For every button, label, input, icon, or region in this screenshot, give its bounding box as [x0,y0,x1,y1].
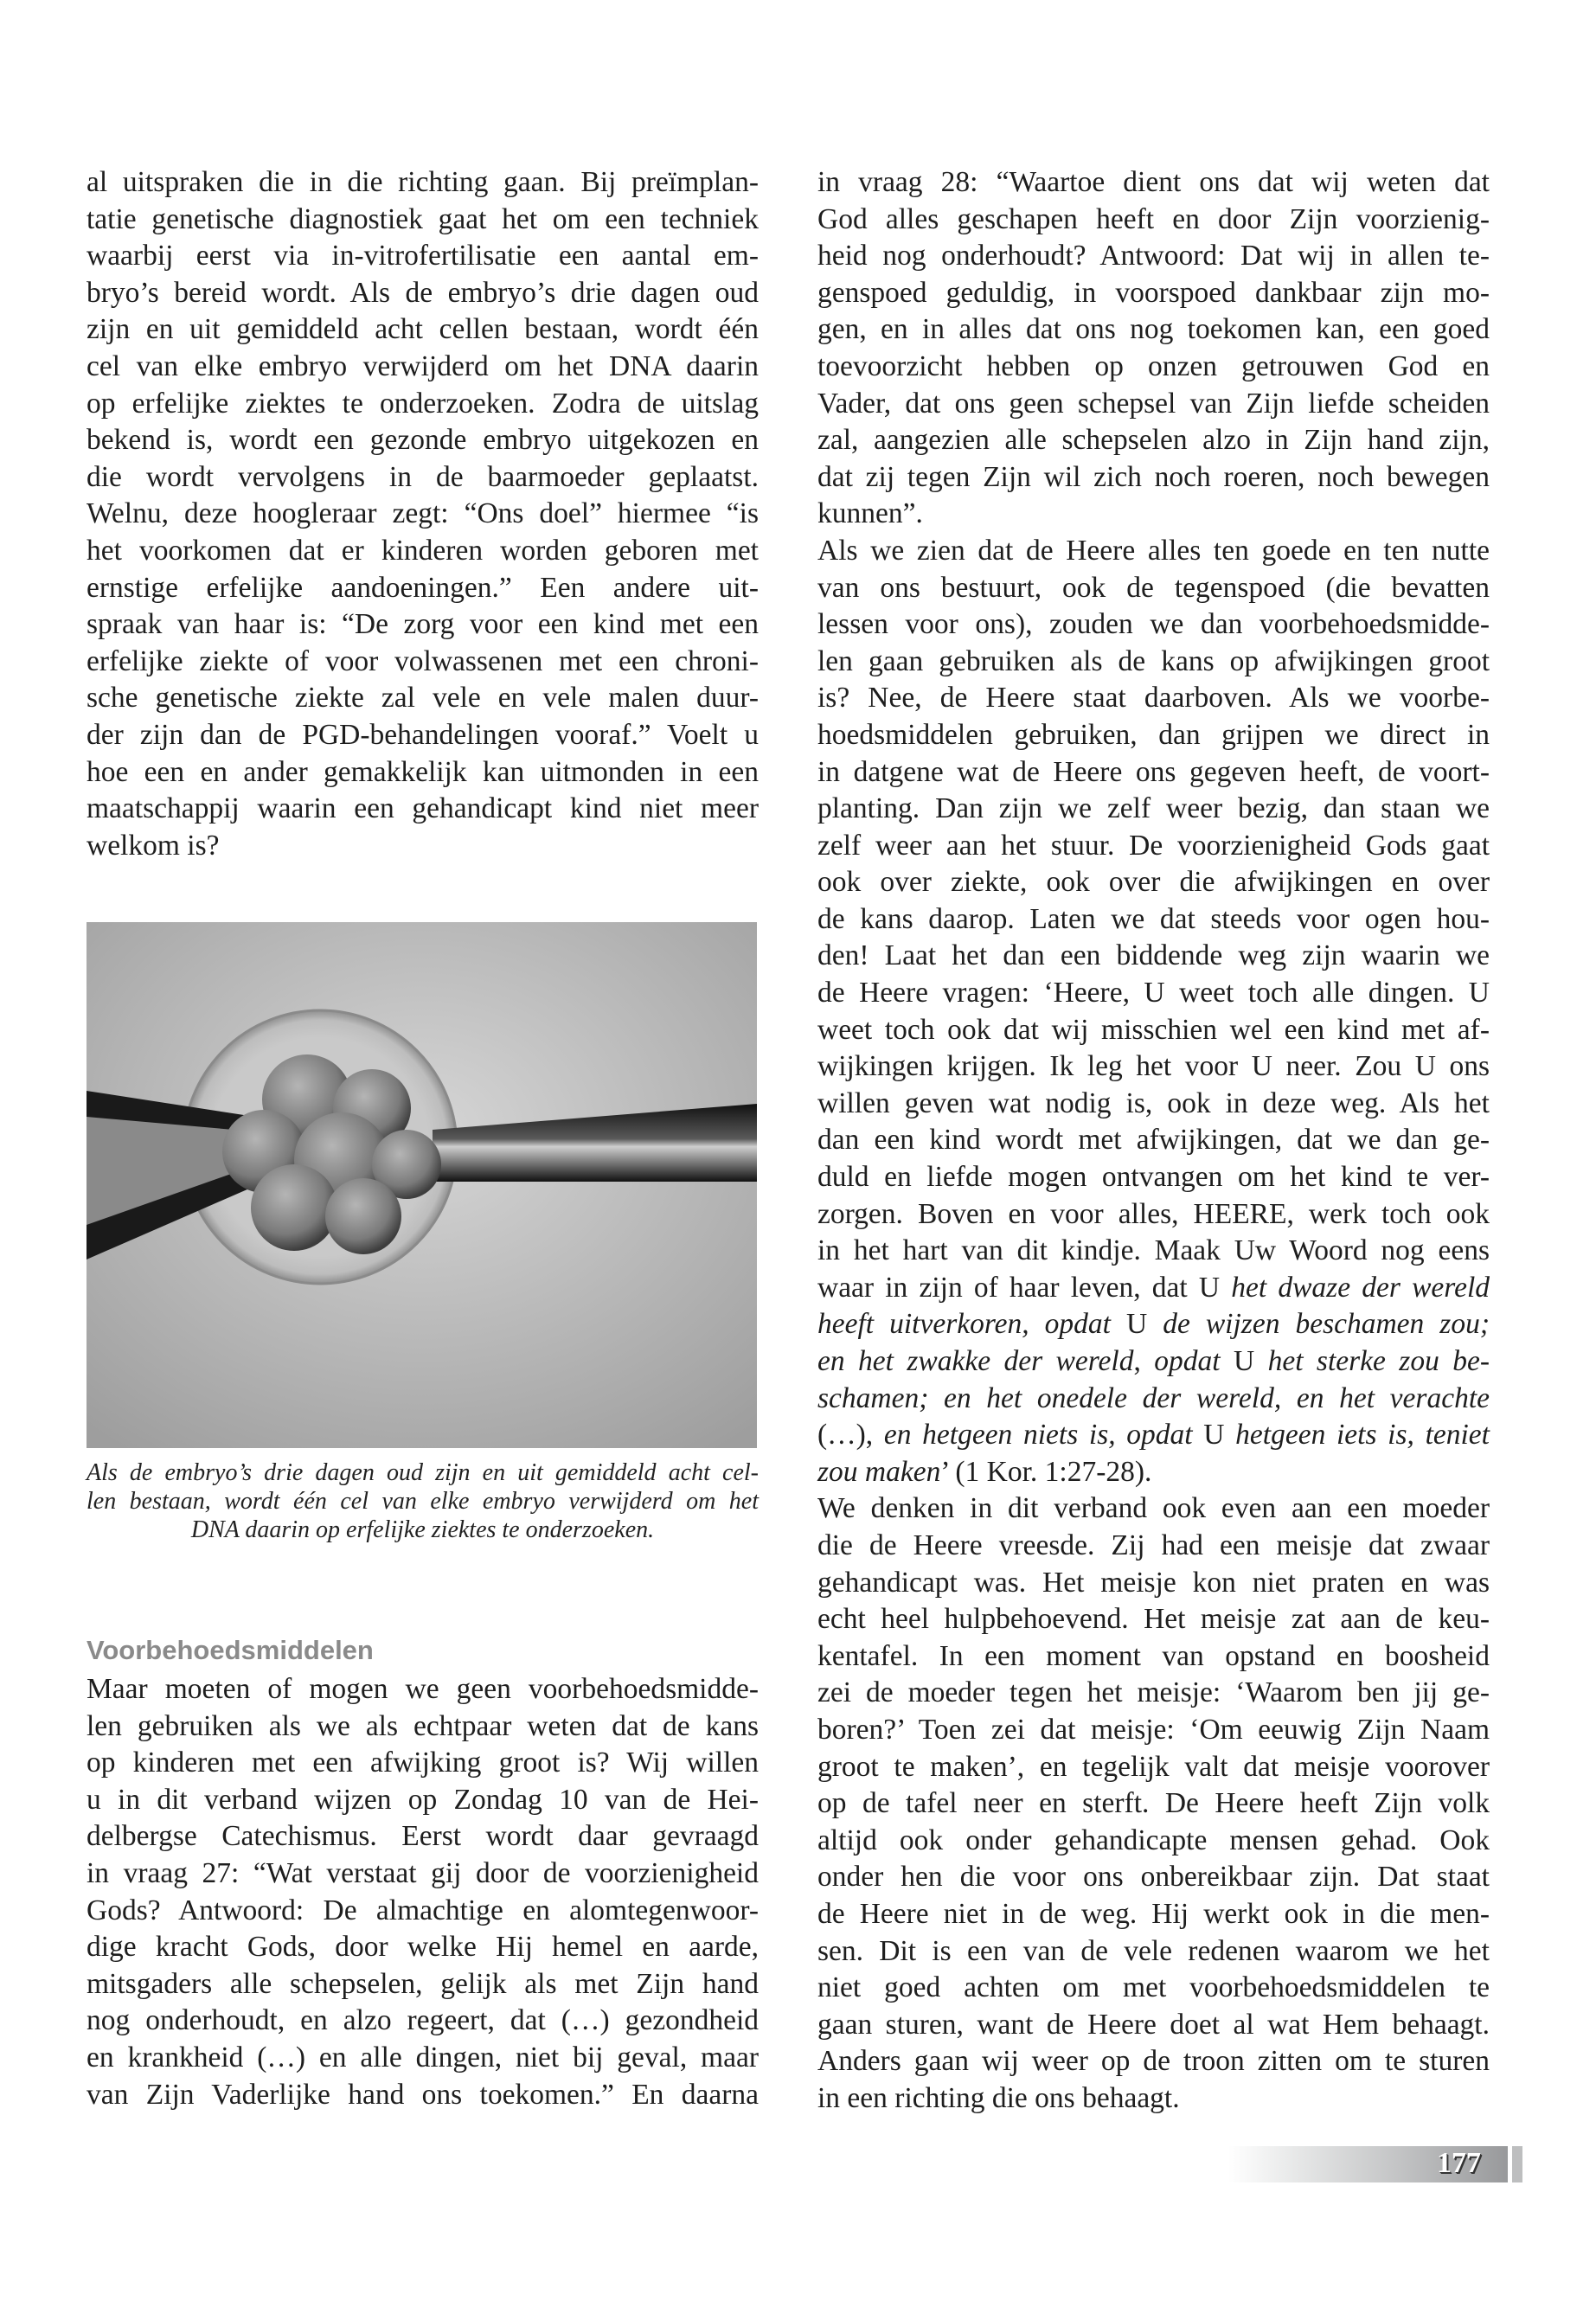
text-line: op erfelijke ziektes te onderzoeken. Zodra de uitslag [87,387,759,420]
text-line: Als we zien dat de Heere alles ten goede en ten nutte [817,534,1490,567]
text-line: dan een kind wordt met afwijkingen, dat we dan ge- [817,1124,1490,1157]
text-line: echt heel hulpbehoevend. Het meisje zat aan de keu- [817,1603,1490,1636]
text-line: hoedsmiddelen gebruiken, dan grijpen we direct in [817,718,1490,751]
text-line: len gebruiken als we als echtpaar weten dat de kans [87,1709,759,1742]
left-column-bottom-text [87,1671,759,2113]
text-line: in het hart van dit kindje. Maak Uw Woord nog eens [817,1234,1490,1267]
text-line: op kinderen met een afwijking groot is? Wij willen [87,1747,759,1779]
page-number: 177 [1437,2147,1481,2179]
text-line: gehandicapt was. Het meisje kon niet praten en was [817,1566,1490,1599]
right-column-text [817,164,1490,2117]
italic-text: opdat [1154,1345,1221,1377]
figure-caption [87,1458,759,1544]
text-segment: U [1220,1345,1268,1377]
text-line [817,1343,1490,1381]
text-line: cel van elke embryo verwijderd om het DNA daarin [87,349,759,382]
text-line: nog onderhoudt, en alzo regeert, dat (…) gezondheid [87,2004,759,2037]
text-line: toevoorzicht hebben op onzen getrouwen God en [817,349,1490,382]
text-line [817,1381,1490,1418]
text-segment: U [1192,1419,1236,1452]
text-line: van Zijn Vaderlijke hand ons toekomen.” En daarna [87,2078,759,2111]
text-line: bekend is, wordt een gezonde embryo uitgekozen en [87,424,759,457]
text-line: gaan sturen, want de Heere doet al wat Hem behaagt. [817,2008,1490,2041]
text-line: sche genetische ziekte zal vele en vele malen duur- [87,682,759,715]
text-line: in vraag 28: “Waartoe dient ons dat wij weten dat [817,166,1490,198]
text-line: zei de moeder tegen het meisje: ‘Waarom ben jij ge- [817,1676,1490,1709]
text-line: niet goed achten om met voorbehoedsmiddelen te [817,1971,1490,2004]
text-line: groot te maken’, en tegelijk valt dat meisje voorover [817,1750,1490,1783]
text-line: willen geven wat nodig is, ook in deze weg. Als het [817,1086,1490,1119]
text-line: mitsgaders alle schepselen, gelijk als met Zijn hand [87,1967,759,2000]
text-line: We denken in dit verband ook even aan een moeder [817,1492,1490,1525]
text-line: en krankheid (…) en alle dingen, niet bij geval, maar [87,2041,759,2073]
text-segment: ’ (1 Kor. 1:27-28). [940,1455,1152,1488]
text-segment: U [1110,1308,1163,1341]
italic-text: schamen; en het onedele der wereld, en het verachte [817,1381,1490,1414]
text-line: u in dit verband wijzen op Zondag 10 van de Hei- [87,1783,759,1816]
text-line: Welnu, deze hoogleraar zegt: “Ons doel” hiermee “is [87,497,759,530]
text-line: dige kracht Gods, door welke Hij hemel en aarde, [87,1931,759,1964]
text-segment: (…), [817,1419,884,1452]
text-line: Anders gaan wij weer op de troon zitten om te sturen [817,2045,1490,2078]
italic-text: zou maken [817,1455,941,1488]
footer-tab [1512,2146,1522,2182]
text-line: kentafel. In een moment van opstand en boosheid [817,1639,1490,1672]
text-line: de Heere vragen: ‘Heere, U weet toch alle dingen. U [817,977,1490,1009]
text-line: in een richting die ons behaagt. [817,2081,1180,2114]
text-line: erfelijke ziekte of voor volwassenen met een chroni- [87,644,759,677]
text-line: den! Laat het dan een biddende weg zijn waarin we [817,939,1490,972]
text-line [817,1417,1490,1454]
text-line: lessen voor ons), zouden we dan voorbehoedsmidde- [817,608,1490,641]
text-line: der zijn dan de PGD-behandelingen vooraf.” Voelt u [87,718,759,751]
text-line: van ons bestuurt, ook de tegenspoed (die bevatten [817,571,1490,604]
italic-text: en het zwakke der wereld [817,1345,1134,1377]
text-line: in vraag 27: “Wat verstaat gij door de voorzienigheid [87,1856,759,1889]
text-line: ook over ziekte, ook over die afwijkingen en over [817,866,1490,899]
left-column-top-text [87,164,759,864]
text-segment: waar in zijn of haar leven, dat U [817,1271,1232,1304]
text-line: heid nog onderhoudt? Antwoord: Dat wij in allen te- [817,240,1490,272]
italic-text: en hetgeen niets is, opdat [883,1419,1193,1452]
text-line: Maar moeten of mogen we geen voorbehoedsmidde- [87,1673,759,1705]
text-line: die wordt vervolgens in de baarmoeder geplaatst. [87,460,759,493]
text-line: delbergse Catechismus. Eerst wordt daar gevraagd [87,1820,759,1853]
text-line: bryo’s bereid wordt. Als de embryo’s drie dagen oud [87,276,759,309]
text-line: de kans daarop. Laten we dat steeds voor ogen hou- [817,902,1490,935]
text-line [817,1454,1490,1491]
text-line: zorgen. Boven en voor alles, HEERE, werk toch ook [817,1197,1490,1230]
section-heading: Voorbehoedsmiddelen [87,1635,374,1665]
text-line: dat zij tegen Zijn wil zich noch roeren, noch bewegen [817,460,1490,493]
text-line: duld en liefde mogen ontvangen om het kind te ver- [817,1161,1490,1194]
caption-line: Als de embryo’s drie dagen oud zijn en uit gemiddeld acht cel- [87,1459,759,1486]
text-line: God alles geschapen heeft en door Zijn voorzienig- [817,202,1490,235]
italic-text: het dwaze der wereld [1231,1271,1490,1304]
text-line: wijkingen krijgen. Ik leg het voor U neer. Zou U ons [817,1050,1490,1083]
text-line: in datgene wat de Heere ons gegeven heeft, de voort- [817,755,1490,788]
text-line: het voorkomen dat er kinderen worden geboren met [87,534,759,567]
text-line: zelf weer aan het stuur. De voorzienigheid Gods gaat [817,829,1490,862]
text-line: welkom is? [87,829,220,862]
text-line: len gaan gebruiken als de kans op afwijkingen groot [817,644,1490,677]
italic-text: de wijzen beschamen zou; [1163,1308,1490,1341]
caption-line: len bestaan, wordt één cel van elke embryo verwijderd om het [87,1488,759,1515]
text-line: sen. Dit is een van de vele redenen waarom we het [817,1934,1490,1967]
text-line: op de tafel neer en sterft. De Heere heeft Zijn volk [817,1787,1490,1820]
text-line: onder hen die voor ons onbereikbaar zijn. Dat staat [817,1861,1490,1894]
text-line: zijn en uit gemiddeld acht cellen bestaan, wordt één [87,313,759,346]
text-line: waarbij eerst via in-vitrofertilisatie een aantal em- [87,240,759,272]
text-line: ernstige erfelijke aandoeningen.” Een andere uit- [87,571,759,604]
text-line: Gods? Antwoord: De almachtige en alomtegenwoor- [87,1894,759,1926]
embryo-image [87,922,757,1448]
text-line: die de Heere vreesde. Zij had een meisje dat zwaar [817,1529,1490,1561]
text-line: gen, en in alles dat ons nog toekomen kan, een goed [817,313,1490,346]
text-line: is? Nee, de Heere staat daarboven. Als we voorbe- [817,682,1490,715]
text-line [817,1306,1490,1343]
text-line: de Heere niet in de weg. Hij werkt ook in die men- [817,1897,1490,1930]
italic-text: hetgeen iets is, teniet [1235,1419,1490,1452]
text-line [817,1270,1490,1307]
italic-text: het sterke zou be- [1267,1345,1490,1377]
text-line: spraak van haar is: “De zorg voor een kind met een [87,608,759,641]
text-line: boren?’ Toen zei dat meisje: ‘Om eeuwig Zijn Naam [817,1713,1490,1746]
caption-line: DNA daarin op erfelijke ziektes te onderzoeken. [190,1516,655,1543]
text-line: altijd ook onder gehandicapte mensen gehad. Ook [817,1823,1490,1856]
text-line: zal, aangezien alle schepselen alzo in Zijn hand zijn, [817,424,1490,457]
text-line: hoe een en ander gemakkelijk kan uitmonden in een [87,755,759,788]
text-line: tatie genetische diagnostiek gaat het om een techniek [87,202,759,235]
text-line: Vader, dat ons geen schepsel van Zijn liefde scheiden [817,387,1490,420]
italic-text: heeft uitverkoren, opdat [817,1308,1111,1341]
text-line: genspoed geduldig, in voorspoed dankbaar zijn mo- [817,276,1490,309]
text-line: weet toch ook dat wij misschien wel een kind met af- [817,1013,1490,1046]
embryo-biopsy-photo [87,922,757,1448]
text-segment: , [1133,1345,1155,1377]
text-line: kunnen”. [817,497,923,530]
text-line: maatschappij waarin een gehandicapt kind niet meer [87,792,759,825]
text-line: al uitspraken die in die richting gaan. Bij preïmplan- [87,166,759,198]
text-line: planting. Dan zijn we zelf weer bezig, dan staan we [817,792,1490,825]
